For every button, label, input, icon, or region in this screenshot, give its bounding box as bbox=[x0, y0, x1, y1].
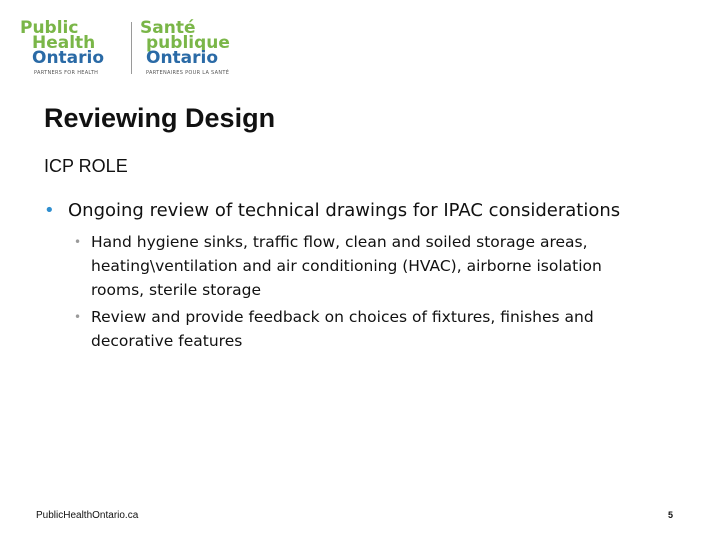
sub-bullet-marker: • bbox=[74, 310, 82, 324]
sub-bullet-list bbox=[74, 230, 654, 356]
logo-en-line1: Public bbox=[20, 18, 79, 38]
logo-fr-line1: Santé bbox=[140, 18, 196, 38]
logo-divider bbox=[131, 22, 132, 74]
footer-website: PublicHealthOntario.ca bbox=[36, 510, 139, 521]
logo-en-line2: Health bbox=[32, 33, 96, 53]
bullet-marker: • bbox=[44, 200, 55, 221]
sub-bullet-text: Review and provide feedback on choices of fixtures, finishes and decorative features bbox=[91, 308, 594, 350]
slide-subtitle: ICP ROLE bbox=[44, 156, 128, 176]
logo-en-tagline: PARTNERS FOR HEALTH bbox=[34, 70, 99, 76]
logo-fr-line2: publique bbox=[146, 33, 230, 53]
public-health-ontario-logo bbox=[20, 18, 260, 80]
slide-title: Reviewing Design bbox=[44, 103, 276, 133]
sub-bullet-marker: • bbox=[74, 235, 82, 249]
logo-en-line3: Ontario bbox=[32, 48, 105, 68]
sub-bullet-text: Hand hygiene sinks, traffic flow, clean and soiled storage areas, heating\ventilation and air conditioning (HVAC), airborne isolation rooms, sterile storage bbox=[91, 233, 602, 299]
page-number: 5 bbox=[668, 510, 674, 520]
logo-fr-tagline: PARTENAIRES POUR LA SANTÉ bbox=[146, 70, 230, 76]
logo-fr-line3: Ontario bbox=[146, 48, 219, 68]
sub-bullet-item bbox=[74, 305, 654, 353]
sub-bullet-item bbox=[74, 230, 654, 302]
bullet-text: Ongoing review of technical drawings for IPAC considerations bbox=[68, 200, 621, 221]
